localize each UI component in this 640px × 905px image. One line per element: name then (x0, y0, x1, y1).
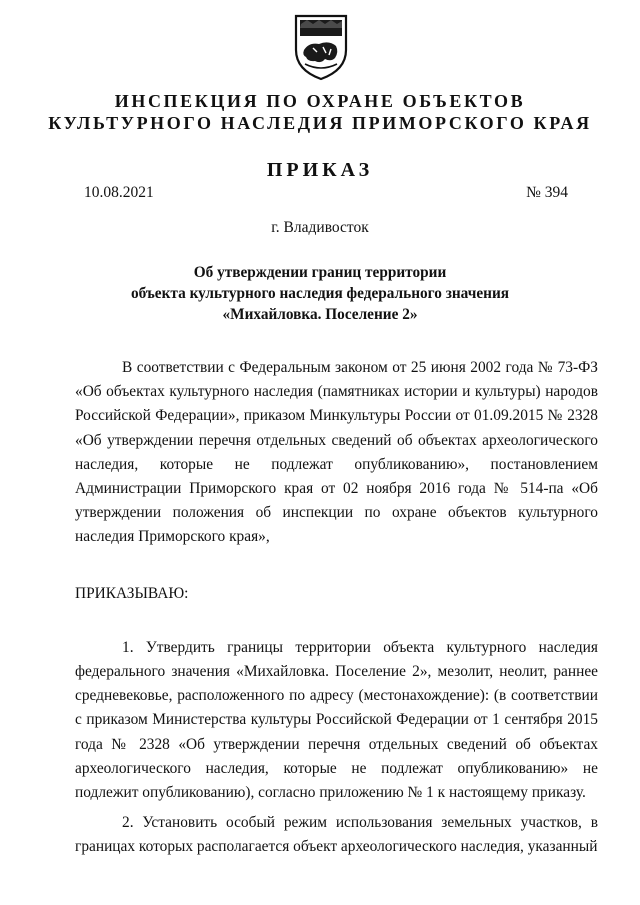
order-date: 10.08.2021 (84, 184, 154, 201)
order-subject (0, 262, 640, 325)
document-title: ПРИКАЗ (266, 159, 374, 181)
subject-line-1: Об утверждении границ территории (193, 264, 447, 281)
item-2-paragraph: 2. Установить особый режим использования земельных участков, в границах которых располагается объект археологического наследия, указанный (75, 814, 598, 856)
preamble-paragraph: В соответствии с Федеральным законом от 25 июня 2002 года № 73-ФЗ «Об объектах культурного наследия (памятниках истории и культуры) народов Российской Федерации», приказом Минкультуры России от 01.09.2015 № 2328 «Об утверждении перечня отдельных сведений об объектах археологического наследия, которые не подлежат опубликованию», постановлением Администрации Приморского края от 02 ноября 2016 года № 514-па «Об утверждении положения об инспекции по охране объектов культурного наследия Приморского края», (75, 359, 598, 546)
subject-line-3: «Михайловка. Поселение 2» (222, 306, 418, 323)
document-body (75, 356, 598, 860)
city: г. Владивосток (271, 219, 369, 236)
authority-line-1: ИНСПЕКЦИЯ ПО ОХРАНЕ ОБЪЕКТОВ (114, 91, 526, 111)
order-word: ПРИКАЗЫВАЮ: (75, 584, 189, 602)
order-number: № 394 (526, 184, 568, 201)
item-1-paragraph: 1. Утвердить границы территории объекта культурного наследия федерального значения «Михайловка. Поселение 2», мезолит, неолит, раннее средневековье, расположенного по адресу (местонахождение): (в соответствии с приказом Министерства культуры Российской Федерации от 1 сентября 2015 года № 2328 «Об утверждении перечня отдельных сведений об объектах археологического наследия, которые не подлежат опубликованию» не подлежит опубликованию), согласно приложению № 1 к настоящему приказу. (75, 638, 598, 802)
authority-line-2: КУЛЬТУРНОГО НАСЛЕДИЯ ПРИМОРСКОГО КРАЯ (48, 113, 592, 133)
coat-of-arms-icon (291, 12, 351, 82)
subject-line-2: объекта культурного наследия федерального значения (130, 285, 510, 302)
authority-name (0, 90, 640, 134)
